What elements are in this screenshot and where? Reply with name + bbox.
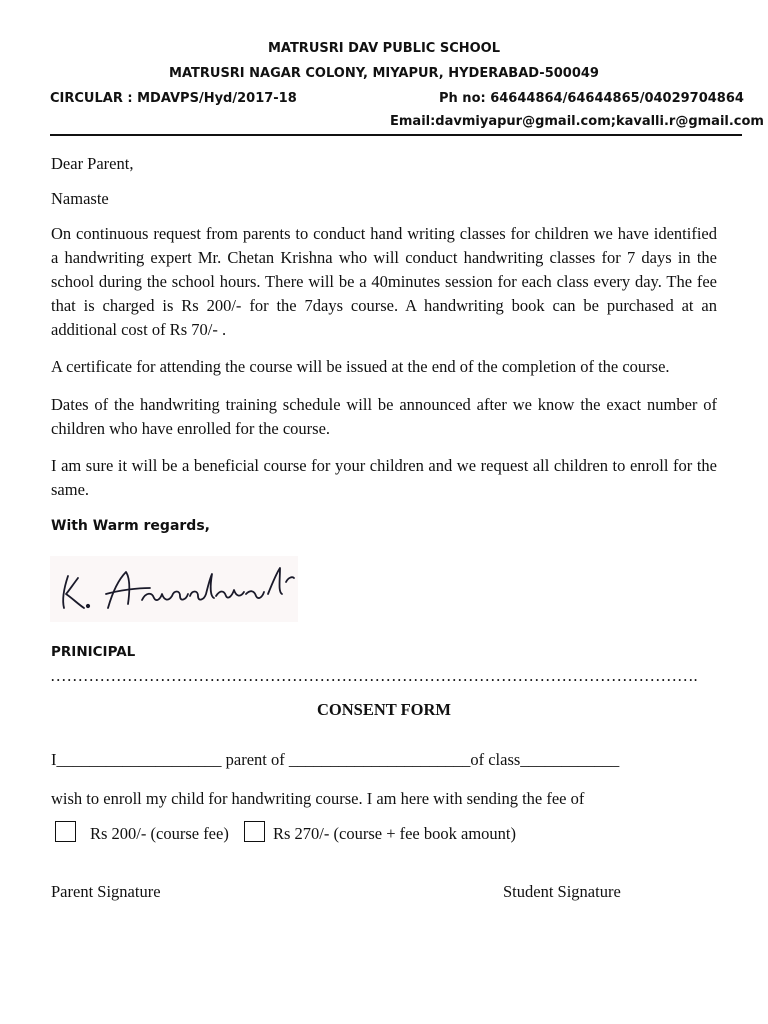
fee-option-course-book[interactable] — [244, 821, 265, 842]
consent-name-line[interactable]: I____________________ parent of ______________________of class____________ — [51, 750, 620, 769]
paragraph-request: I am sure it will be a beneficial course for your children and we request all children to enroll for the same. — [51, 456, 717, 499]
signature-image — [50, 556, 298, 622]
parent-signature-label: Parent Signature — [51, 882, 161, 901]
principal-signature — [50, 556, 298, 622]
dotted-separator: ………………………………………………………………………………………………………. — [50, 666, 698, 685]
header-divider — [50, 134, 742, 136]
greeting: Namaste — [51, 189, 109, 208]
course-book-fee-label: Rs 270/- (course + fee book amount) — [273, 824, 516, 843]
course-book-fee-checkbox[interactable] — [244, 821, 265, 842]
course-fee-checkbox[interactable] — [55, 821, 76, 842]
paragraph-certificate: A certificate for attending the course will be issued at the end of the completion of the course. — [51, 357, 670, 376]
closing: With Warm regards, — [51, 518, 210, 534]
fee-option-course[interactable] — [55, 821, 76, 842]
paragraph-schedule: Dates of the handwriting training schedule will be announced after we know the exact number of children who have enrolled for the course. — [51, 395, 717, 438]
course-fee-label: Rs 200/- (course fee) — [90, 824, 229, 843]
student-signature-label: Student Signature — [503, 882, 621, 901]
salutation: Dear Parent, — [51, 154, 134, 173]
consent-enroll-line: wish to enroll my child for handwriting course. I am here with sending the fee of — [51, 789, 585, 808]
consent-title: CONSENT FORM — [317, 700, 451, 719]
email-addresses: Email:davmiyapur@gmail.com;kavalli.r@gmail.com — [390, 114, 764, 129]
school-name: MATRUSRI DAV PUBLIC SCHOOL — [267, 41, 501, 56]
school-address: MATRUSRI NAGAR COLONY, MIYAPUR, HYDERABAD-500049 — [169, 66, 599, 81]
circular-number: CIRCULAR : MDAVPS/Hyd/2017-18 — [50, 91, 297, 106]
paragraph-intro: On continuous request from parents to conduct hand writing classes for children we have identified a handwriting expert Mr. Chetan Krishna who will conduct handwriting classes for 7 days in the school during the school hours. There will be a 40minutes session for each class every day. The fee that is charged is Rs 200/- for the 7days course. A handwriting book can be purchased at an additional cost of Rs 70/- . — [51, 224, 717, 339]
phone-numbers: Ph no: 64644864/64644865/04029704864 — [439, 91, 744, 106]
signatory-title: PRINICIPAL — [51, 644, 136, 660]
